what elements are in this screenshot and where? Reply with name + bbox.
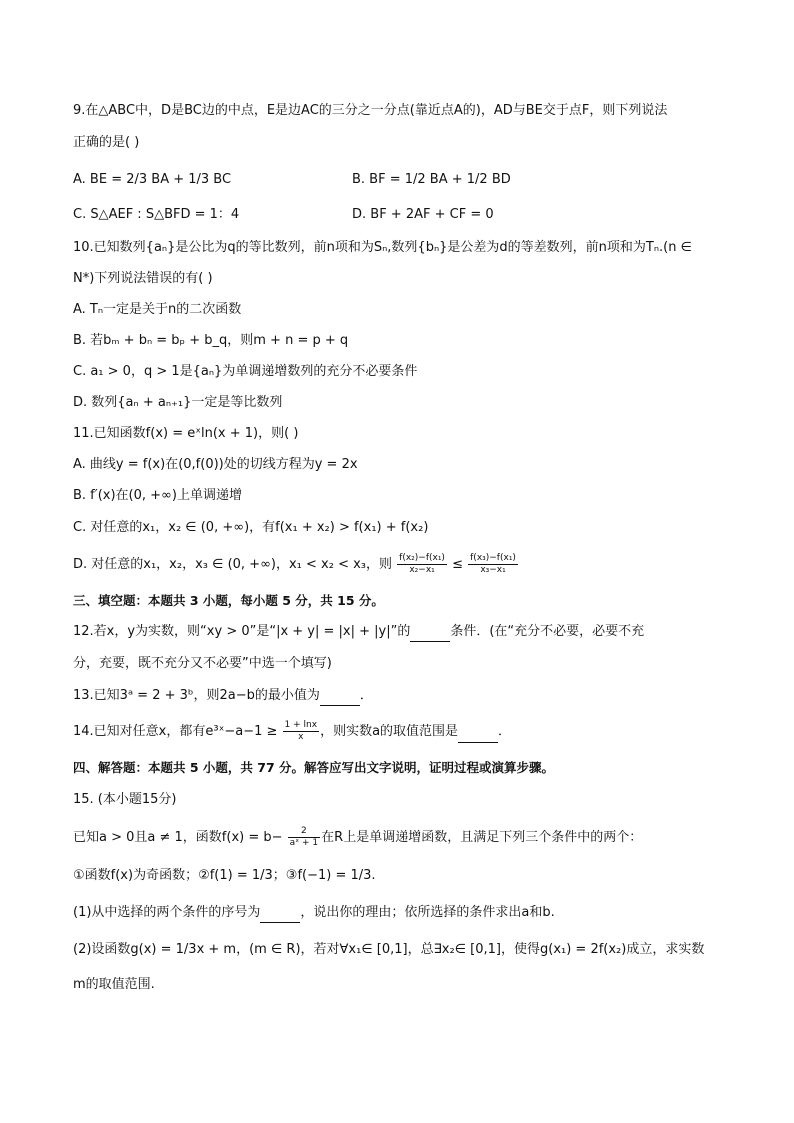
q12-answer-blank[interactable] — [410, 627, 450, 642]
q13-text: 13.已知3ᵃ = 2 + 3ᵇ，则2a−b的最小值为 — [73, 688, 320, 703]
q10-option-a: A. Tₙ一定是关于n的二次函数 — [73, 302, 242, 317]
q9-stem-line2: 正确的是( ) — [73, 135, 140, 150]
q12-text-a: 12.若x，y为实数，则“xy > 0”是“|x + y| = |x| + |y|”的 — [73, 624, 411, 639]
q15-part1-text-a: (1)从中选择的两个条件的序号为 — [73, 905, 261, 920]
q10-option-d: D. 数列{aₙ + aₙ₊₁}一定是等比数列 — [73, 395, 283, 410]
q15-part1 — [73, 903, 555, 923]
q13-line — [73, 686, 373, 706]
q12-text-b: 条件．(在“充分不必要，必要不充 — [450, 624, 645, 639]
q11-option-d — [73, 553, 519, 576]
q15-part1-answer-blank[interactable] — [260, 908, 300, 923]
q14-period: ． — [498, 724, 512, 739]
q15-header: 15. (本小题15分) — [73, 792, 177, 807]
q10-option-b: B. 若bₘ + bₙ = bₚ + b_q，则m + n = p + q — [73, 333, 349, 348]
q15-text-b: 在R上是单调递增函数，且满足下列三个条件中的两个： — [321, 830, 643, 845]
q12-line1 — [73, 622, 644, 642]
q9-option-b: B. BF = 1/2 BA + 1/2 BD — [352, 172, 511, 187]
q10-option-c: C. a₁ > 0，q > 1是{aₙ}为单调递增数列的充分不必要条件 — [73, 364, 418, 379]
q15-part2-line2: m的取值范围. — [73, 977, 155, 992]
q12-line2: 分，充要，既不充分又不必要”中选一个填写) — [73, 656, 332, 671]
q11-stem: 11.已知函数f(x) = eˣln(x + 1)，则( ) — [73, 426, 299, 441]
q15-text-a: 已知a > 0且a ≠ 1，函数f(x) = b− — [73, 830, 283, 845]
q15-conditions: ①函数f(x)为奇函数；②f(1) = 1/3；③f(−1) = 1/3. — [73, 868, 376, 883]
q11-option-a: A. 曲线y = f(x)在(0,f(0))处的切线方程为y = 2x — [73, 457, 358, 472]
q13-period: ． — [359, 688, 373, 703]
q11-option-d-prefix: D. 对任意的x₁，x₂，x₃ ∈ (0, +∞)，x₁ < x₂ < x₃，则 — [73, 557, 393, 572]
q11-option-d-leq: ≤ — [452, 557, 463, 572]
q9-stem-line1: 9.在△ABC中，D是BC边的中点，E是边AC的三分之一分点(靠近点A的)，AD与BE交于点F，则下列说法 — [73, 103, 668, 118]
q14-text-a: 14.已知对任意x，都有e³ˣ−a−1 ≥ — [73, 724, 278, 739]
q14-fraction: $\frac{1 + \ln x}{x}$ — [284, 720, 318, 742]
q9-option-d: D. BF + 2AF + CF = 0 — [352, 207, 494, 222]
q15-fraction: $\frac{2}{\text{aˣ + 1}}$ — [289, 826, 319, 848]
q11-option-c: C. 对任意的x₁，x₂ ∈ (0, +∞)，有f(x₁ + x₂) > f(x₁) + f(x₂) — [73, 520, 429, 535]
q14-text-b: ，则实数a的取值范围是 — [320, 724, 459, 739]
q14-line — [73, 720, 511, 743]
section-3-heading: 三、填空题：本题共 3 小题，每小题 5 分，共 15 分。 — [73, 593, 384, 608]
q10-stem-line1: 10.已知数列{aₙ}是公比为q的等比数列，前n项和为Sₙ,数列{bₙ}是公差为d的等差数列，前n项和为Tₙ.(n ∈ — [73, 240, 692, 255]
q15-part1-text-b: ，说出你的理由；依所选择的条件求出a和b. — [300, 905, 555, 920]
section-4-heading: 四、解答题：本题共 5 小题，共 77 分。解答应写出文字说明，证明过程或演算步骤。 — [73, 760, 555, 775]
q11-option-b: B. f′(x)在(0, +∞)上单调递增 — [73, 488, 242, 503]
q15-part2-line1: (2)设函数g(x) = 1/3x + m，(m ∈ R)，若对∀x₁∈ [0,1]，总∃x₂∈ [0,1]，使得g(x₁) = 2f(x₂)成立，求实数 — [73, 942, 705, 957]
q11-option-d-fraction-left: $\frac{\text{f(x₂)−f(x₁)}}{\text{x₂−x₁}}$ — [399, 553, 445, 575]
q10-stem-line2: N*)下列说法错误的有( ) — [73, 271, 213, 286]
q15-line1 — [73, 826, 642, 849]
q13-answer-blank[interactable] — [320, 691, 360, 706]
q14-answer-blank[interactable] — [458, 728, 498, 743]
q9-option-c: C. S△AEF : S△BFD = 1：4 — [73, 207, 240, 222]
q9-option-a: A. BE = 2/3 BA + 1/3 BC — [73, 172, 232, 187]
q11-option-d-fraction-right: $\frac{\text{f(x₃)−f(x₁)}}{\text{x₃−x₁}}$ — [470, 553, 516, 575]
